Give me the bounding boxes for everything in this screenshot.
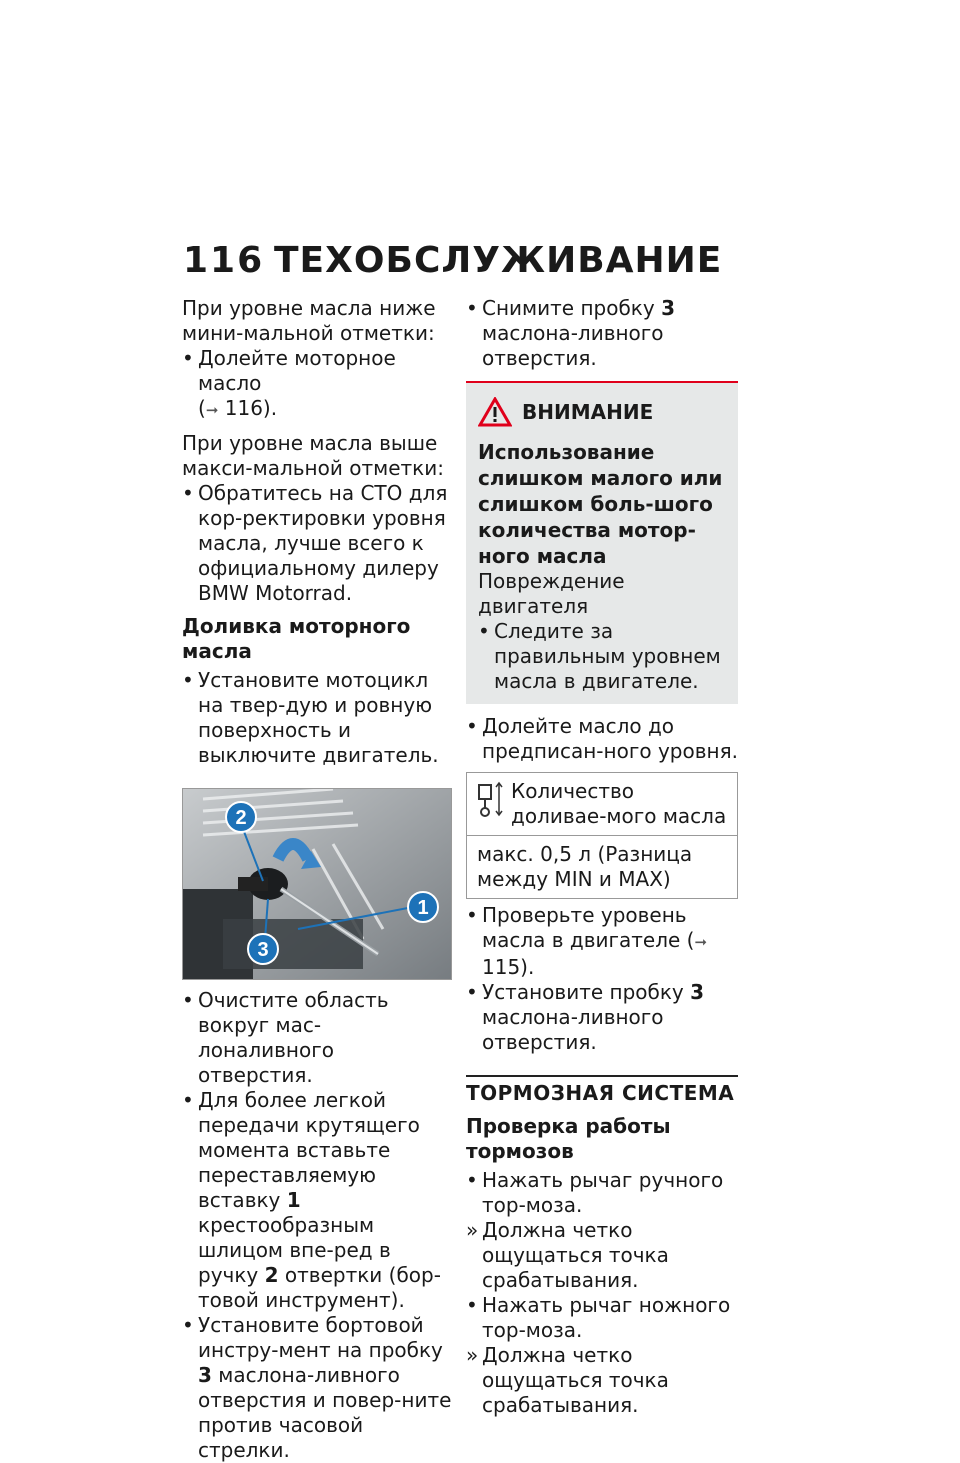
spec-label: Количество доливае-мого масла: [511, 779, 727, 828]
section-heading: Доливка моторного масла: [182, 614, 411, 663]
section-divider: [466, 1075, 738, 1106]
list-item: • Снимите пробку 3 маслона-ливного отверстия.: [466, 296, 738, 371]
callout-3: 3: [257, 939, 269, 961]
list-item: • Установите бортовой инстру-мент на пробку 3 маслона-ливного отверстия и повер-ните против часовой стрелки.: [182, 1313, 452, 1463]
list-item: • Нажать рычаг ручного тор-моза.: [466, 1168, 738, 1218]
list-item: • Установите мотоцикл на твер-дую и ровную поверхность и выключите двигатель.: [182, 668, 452, 768]
page-reference[interactable]: 115).: [482, 955, 535, 979]
list-item: • Для более легкой передачи крутящего момента вставьте переставляемую вставку 1 крестообразным шлицом впе-ред в ручку 2 отвертки (бор-товой инструмент).: [182, 1088, 452, 1313]
spec-table: [466, 772, 738, 899]
list-item: • Нажать рычаг ножного тор-моза.: [466, 1293, 738, 1343]
callout-1: 1: [417, 897, 429, 919]
oil-can-icon: [475, 779, 505, 819]
list-item: • Долейте моторное масло (➞ 116).: [182, 346, 452, 423]
paragraph: При уровне масла выше макси-мальной отметки:: [182, 431, 444, 480]
callout-2: 2: [235, 807, 247, 829]
engine-photo: [183, 789, 451, 979]
list-item: • Установите пробку 3 маслона-ливного отверстия.: [466, 980, 738, 1055]
right-column: [466, 296, 738, 1418]
paragraph: При уровне масла ниже мини-мальной отметки:: [182, 296, 436, 345]
list-item: • Проверьте уровень масла в двигателе (➞ 115).: [466, 903, 738, 980]
warning-consequence: Повреждение двигателя: [478, 569, 625, 618]
warning-title: ВНИМАНИЕ: [522, 399, 654, 424]
warning-action: • Следите за правильным уровнем масла в двигателе.: [478, 619, 728, 694]
reference-arrow-icon: ➞: [205, 401, 219, 419]
engine-oil-filler-illustration: [182, 788, 452, 980]
page-title: ТЕХОБСЛУЖИВАНИЕ: [274, 240, 723, 281]
warning-triangle-icon: [478, 397, 512, 427]
list-item: • Долейте масло до предписан-ного уровня.: [466, 714, 738, 764]
spec-value: макс. 0,5 л (Разница между MIN и MAX): [477, 842, 693, 891]
result-item: » Должна четко ощущаться точка срабатывания.: [466, 1218, 738, 1293]
subsection-heading: Проверка работы тормозов: [466, 1114, 671, 1163]
warning-box: [466, 381, 738, 704]
list-item: • Очистите область вокруг мас-лоналивного отверстия.: [182, 988, 452, 1088]
section-title: ТОРМОЗНАЯ СИСТЕМА: [466, 1081, 735, 1105]
result-item: » Должна четко ощущаться точка срабатывания.: [466, 1343, 738, 1418]
reference-arrow-icon: ➞: [694, 933, 708, 951]
page-number: 116: [183, 240, 265, 281]
list-item: • Обратитесь на СТО для кор-ректировки уровня масла, лучше всего к официальному дилеру BMW Motorrad.: [182, 481, 452, 606]
page-reference[interactable]: 116).: [224, 396, 278, 420]
left-column: [182, 296, 452, 1463]
warning-lead: Использование слишком малого или слишком боль-шого количества мотор-ного масла: [478, 440, 723, 568]
